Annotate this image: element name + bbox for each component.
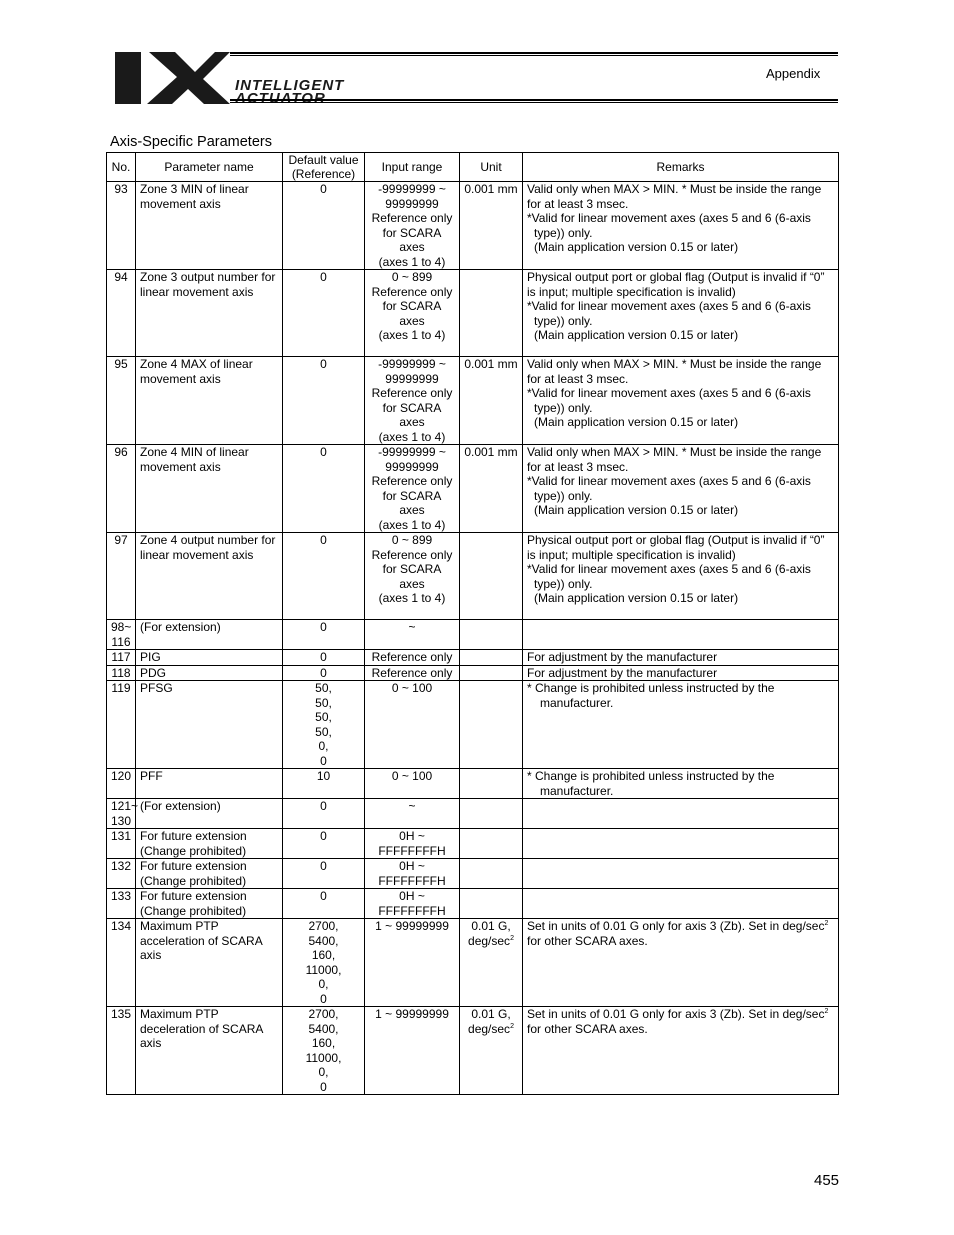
cell-default: 0 — [283, 889, 365, 919]
cell-unit — [460, 829, 523, 859]
cell-range: 0H ~ FFFFFFFFH — [365, 889, 460, 919]
cell-unit — [460, 650, 523, 666]
cell-range: 0H ~ FFFFFFFFH — [365, 859, 460, 889]
remark-line: For adjustment by the manufacturer — [527, 665, 718, 680]
remark-line: Valid only when MAX > MIN. * Must be inside the range for at least 3 msec. — [527, 445, 822, 474]
header-rule — [230, 52, 838, 54]
header-rule — [230, 102, 838, 103]
column-header-range: Input range — [365, 153, 460, 182]
remark-line: *Valid for linear movement axes (axes 5 and 6 (6-axis type)) only. — [527, 386, 811, 415]
cell-no: 119 — [107, 681, 136, 769]
cell-default: 50, 50, 50, 50, 0, 0 — [283, 681, 365, 769]
table-row — [107, 620, 839, 650]
cell-range: Reference only — [365, 650, 460, 666]
remark-line: * Change is prohibited unless instructed by the manufacturer. — [527, 769, 775, 798]
cell-range: -99999999 ~ 99999999 Reference only for SCARA axes (axes 1 to 4) — [365, 445, 460, 533]
table-row — [107, 665, 839, 681]
cell-no: 118 — [107, 665, 136, 681]
cell-name: (For extension) — [136, 620, 283, 650]
remark-line: *Valid for linear movement axes (axes 5 and 6 (6-axis type)) only. — [527, 474, 811, 503]
cell-name: (For extension) — [136, 799, 283, 829]
cell-range: ~ — [365, 799, 460, 829]
table-row — [107, 1007, 839, 1095]
table-row — [107, 650, 839, 666]
cell-name: For future extension (Change prohibited) — [136, 859, 283, 889]
table-row — [107, 357, 839, 445]
cell-no: 94 — [107, 270, 136, 357]
cell-name: For future extension (Change prohibited) — [136, 829, 283, 859]
cell-remarks — [523, 919, 839, 1007]
cell-unit — [460, 919, 523, 1007]
remark-line: (Main application version 0.15 or later) — [534, 240, 739, 254]
logo-text-line1: INTELLIGENT — [235, 77, 345, 94]
remark-line: Physical output port or global flag (Output is invalid if “0” is input; multiple specification is invalid) — [527, 533, 825, 562]
cell-unit — [460, 620, 523, 650]
cell-default: 0 — [283, 270, 365, 357]
table-row — [107, 859, 839, 889]
cell-remarks — [523, 665, 839, 681]
cell-default: 10 — [283, 769, 365, 799]
page-title: Axis-Specific Parameters — [110, 134, 272, 150]
column-header-no: No. — [107, 153, 136, 182]
cell-default: 0 — [283, 859, 365, 889]
cell-unit: 0.001 mm — [460, 445, 523, 533]
cell-name: Zone 4 output number for linear movement axis — [136, 533, 283, 620]
cell-unit — [460, 889, 523, 919]
table-row — [107, 919, 839, 1007]
column-header-name: Parameter name — [136, 153, 283, 182]
cell-no: 121~ 130 — [107, 799, 136, 829]
cell-unit: 0.001 mm — [460, 357, 523, 445]
cell-default: 0 — [283, 357, 365, 445]
cell-remarks — [523, 681, 839, 769]
cell-remarks — [523, 769, 839, 799]
cell-default: 0 — [283, 829, 365, 859]
cell-unit — [460, 769, 523, 799]
cell-name: Zone 3 MIN of linear movement axis — [136, 182, 283, 270]
remark-line: *Valid for linear movement axes (axes 5 and 6 (6-axis type)) only. — [527, 299, 811, 328]
column-header-unit: Unit — [460, 153, 523, 182]
cell-default: 0 — [283, 182, 365, 270]
cell-no: 98~ 116 — [107, 620, 136, 650]
remark-superscript: 2 — [824, 1008, 829, 1015]
cell-name: For future extension (Change prohibited) — [136, 889, 283, 919]
cell-no: 96 — [107, 445, 136, 533]
cell-remarks — [523, 182, 839, 270]
logo-mark-text: IX — [117, 48, 118, 49]
cell-remarks — [523, 1007, 839, 1095]
column-header-default: Default value (Reference) — [283, 153, 365, 182]
cell-remarks — [523, 829, 839, 859]
cell-range: 1 ~ 99999999 — [365, 1007, 460, 1095]
cell-range: 0H ~ FFFFFFFFH — [365, 829, 460, 859]
remark-line: Valid only when MAX > MIN. * Must be inside the range for at least 3 msec. — [527, 357, 822, 386]
cell-no: 97 — [107, 533, 136, 620]
table-row — [107, 270, 839, 357]
remark-text: Set in units of 0.01 G only for axis 3 (Zb). Set in deg/sec — [527, 1007, 825, 1021]
cell-range: Reference only — [365, 665, 460, 681]
remark-text: for other SCARA axes. — [527, 1021, 648, 1036]
remark-line: Physical output port or global flag (Output is invalid if “0” is input; multiple specification is invalid) — [527, 270, 825, 299]
cell-name: Maximum PTP acceleration of SCARA axis — [136, 919, 283, 1007]
remark-line: *Valid for linear movement axes (axes 5 and 6 (6-axis type)) only. — [527, 562, 811, 591]
cell-name: PIG — [136, 650, 283, 666]
cell-remarks — [523, 799, 839, 829]
remark-text: Set in units of 0.01 G only for axis 3 (Zb). Set in deg/sec — [527, 919, 825, 933]
cell-range: 0 ~ 100 — [365, 769, 460, 799]
company-logo — [115, 48, 400, 104]
remark-line: * Change is prohibited unless instructed by the manufacturer. — [527, 681, 775, 710]
cell-default: 2700, 5400, 160, 11000, 0, 0 — [283, 1007, 365, 1095]
cell-no: 135 — [107, 1007, 136, 1095]
table-row — [107, 889, 839, 919]
unit-line: 0.01 G, — [471, 1007, 511, 1021]
cell-name: Zone 4 MIN of linear movement axis — [136, 445, 283, 533]
cell-remarks — [523, 533, 839, 620]
cell-unit: 0.001 mm — [460, 182, 523, 270]
cell-range: 1 ~ 99999999 — [365, 919, 460, 1007]
cell-remarks — [523, 620, 839, 650]
cell-no: 93 — [107, 182, 136, 270]
cell-name: Zone 4 MAX of linear movement axis — [136, 357, 283, 445]
unit-line: 0.01 G, — [471, 919, 511, 933]
cell-default: 2700, 5400, 160, 11000, 0, 0 — [283, 919, 365, 1007]
cell-default: 0 — [283, 620, 365, 650]
header-rule — [230, 55, 838, 56]
cell-default: 0 — [283, 533, 365, 620]
cell-remarks — [523, 357, 839, 445]
cell-range: ~ — [365, 620, 460, 650]
table-row — [107, 445, 839, 533]
remark-text: for other SCARA axes. — [527, 933, 648, 948]
cell-range: 0 ~ 899 Reference only for SCARA axes (axes 1 to 4) — [365, 533, 460, 620]
cell-no: 95 — [107, 357, 136, 445]
cell-unit — [460, 681, 523, 769]
cell-default: 0 — [283, 445, 365, 533]
table-row — [107, 681, 839, 769]
cell-name: PFF — [136, 769, 283, 799]
remark-line: (Main application version 0.15 or later) — [534, 328, 739, 342]
cell-default: 0 — [283, 650, 365, 666]
cell-range: -99999999 ~ 99999999 Reference only for SCARA axes (axes 1 to 4) — [365, 182, 460, 270]
unit-superscript: 2 — [510, 934, 514, 942]
table-row — [107, 533, 839, 620]
table-row — [107, 799, 839, 829]
cell-name: PFSG — [136, 681, 283, 769]
cell-remarks — [523, 270, 839, 357]
cell-no: 131 — [107, 829, 136, 859]
cell-no: 117 — [107, 650, 136, 666]
cell-unit — [460, 665, 523, 681]
cell-no: 133 — [107, 889, 136, 919]
cell-name: Maximum PTP deceleration of SCARA axis — [136, 1007, 283, 1095]
unit-line: deg/sec — [468, 1021, 511, 1036]
table-header-row — [107, 153, 839, 182]
remark-line: Valid only when MAX > MIN. * Must be inside the range for at least 3 msec. — [527, 182, 822, 211]
cell-default: 0 — [283, 665, 365, 681]
cell-remarks — [523, 445, 839, 533]
table-row — [107, 182, 839, 270]
cell-no: 120 — [107, 769, 136, 799]
remark-superscript: 2 — [824, 920, 829, 927]
unit-line: deg/sec — [468, 933, 511, 948]
cell-name: Zone 3 output number for linear movement axis — [136, 270, 283, 357]
parameter-table — [106, 152, 839, 1095]
remark-line: (Main application version 0.15 or later) — [534, 415, 739, 429]
cell-range: 0 ~ 100 — [365, 681, 460, 769]
page-number: 455 — [814, 1172, 840, 1189]
cell-remarks — [523, 650, 839, 666]
cell-unit — [460, 533, 523, 620]
cell-unit — [460, 799, 523, 829]
cell-no: 134 — [107, 919, 136, 1007]
cell-remarks — [523, 889, 839, 919]
cell-unit — [460, 270, 523, 357]
table-row — [107, 829, 839, 859]
remark-line: (Main application version 0.15 or later) — [534, 503, 739, 517]
cell-unit — [460, 859, 523, 889]
cell-default: 0 — [283, 799, 365, 829]
remark-line: *Valid for linear movement axes (axes 5 and 6 (6-axis type)) only. — [527, 211, 811, 240]
cell-range: 0 ~ 899 Reference only for SCARA axes (axes 1 to 4) — [365, 270, 460, 357]
cell-range: -99999999 ~ 99999999 Reference only for SCARA axes (axes 1 to 4) — [365, 357, 460, 445]
remark-line: (Main application version 0.15 or later) — [534, 591, 739, 605]
cell-remarks — [523, 859, 839, 889]
column-header-remarks: Remarks — [523, 153, 839, 182]
section-label: Appendix — [766, 66, 821, 81]
cell-name: PDG — [136, 665, 283, 681]
cell-unit — [460, 1007, 523, 1095]
cell-no: 132 — [107, 859, 136, 889]
header-rule — [230, 99, 838, 101]
table-row — [107, 769, 839, 799]
unit-superscript: 2 — [510, 1022, 514, 1030]
remark-line: For adjustment by the manufacturer — [527, 650, 718, 664]
